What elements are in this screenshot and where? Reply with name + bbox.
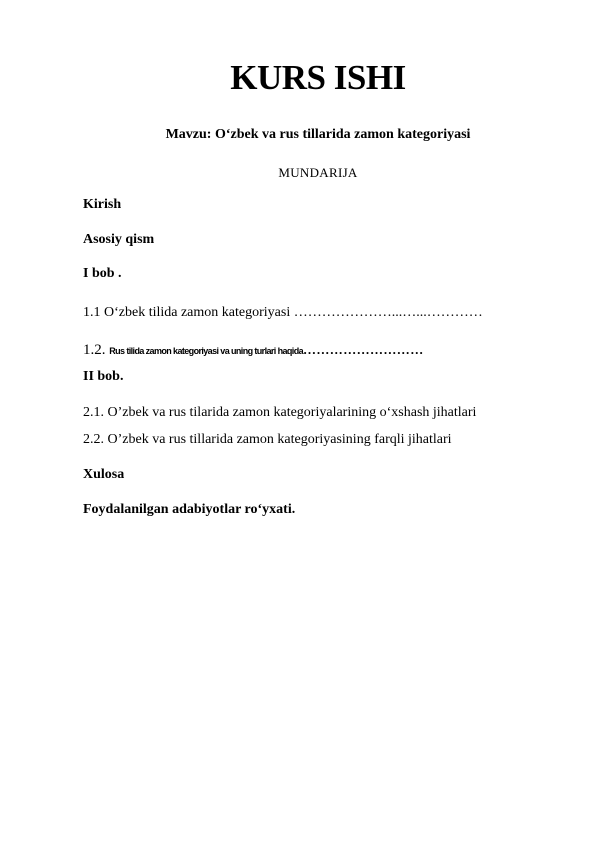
toc-section-1-1: 1.1 O‘zbek tilida zamon kategoriyasi …………………...…...………… bbox=[83, 305, 483, 320]
toc-section-2-1: 2.1. O’zbek va rus tilarida zamon kategoriyalarining o‘xshash jihatlari bbox=[83, 405, 477, 420]
toc-item-xulosa: Xulosa bbox=[83, 467, 125, 482]
toc-section-1-2 bbox=[83, 341, 424, 359]
table-of-contents-heading: MUNDARIJA bbox=[278, 165, 358, 180]
toc-section-1-2-title: Rus tilida zamon kategoriyasi va uning turlari haqida bbox=[109, 346, 303, 356]
toc-section-1-2-number: 1.2. bbox=[83, 342, 110, 358]
toc-item-kirish: Kirish bbox=[83, 197, 122, 212]
toc-item-asosiy-qism: Asosiy qism bbox=[83, 232, 155, 247]
document-subject: Mavzu: O‘zbek va rus tillarida zamon kategoriyasi bbox=[165, 127, 471, 142]
document-title: KURS ISHI bbox=[230, 58, 406, 97]
toc-item-references: Foydalanilgan adabiyotlar ro‘yxati. bbox=[83, 502, 296, 517]
toc-section-2-2: 2.2. O’zbek va rus tillarida zamon kategoriyasining farqli jihatlari bbox=[83, 432, 452, 447]
toc-section-1-2-dots: ……………………… bbox=[303, 342, 424, 357]
toc-chapter-1: I bob . bbox=[83, 266, 122, 281]
toc-chapter-2: II bob. bbox=[83, 369, 124, 384]
